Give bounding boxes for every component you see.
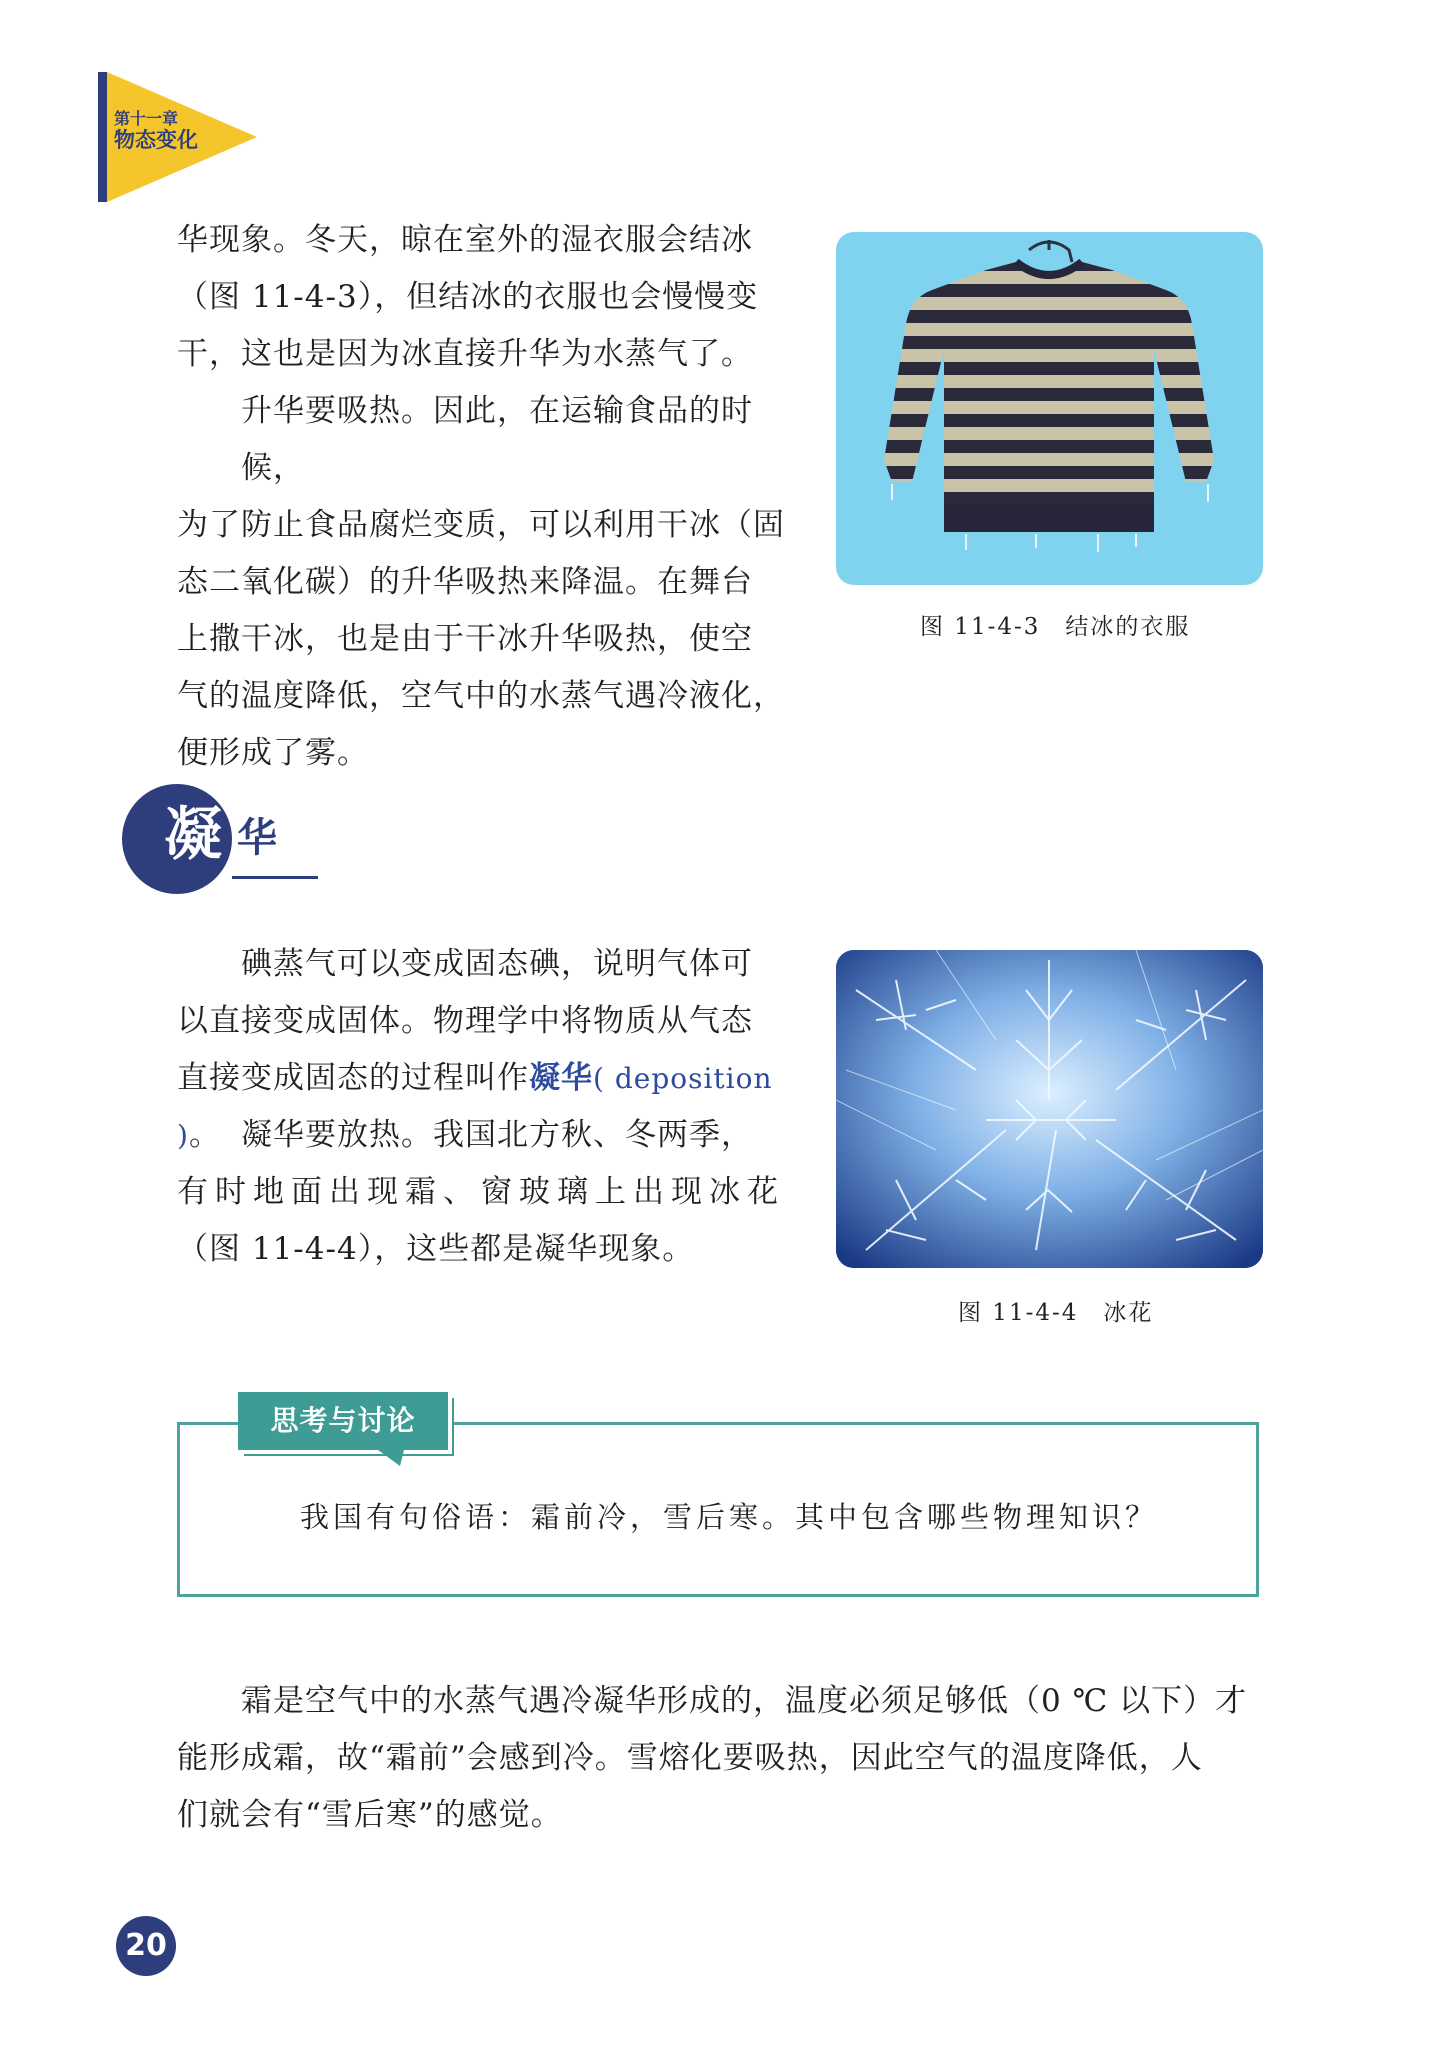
text-line: 碘蒸气可以变成固态碘，说明气体可 (241, 946, 753, 982)
page-number: 20 (116, 1916, 176, 1976)
chapter-number: 第十一章 (114, 109, 179, 128)
text-line: 霜是空气中的水蒸气遇冷凝华形成的，温度必须足够低（0 ℃ 以下）才 (241, 1683, 1248, 1719)
text-line: 凝华要放热。我国北方秋、冬两季， (241, 1117, 753, 1153)
figure-caption: 图 11-4-3 结冰的衣服 (920, 614, 1191, 640)
intro-paragraph-2 (177, 383, 807, 782)
text-line: 能形成霜，故“霜前”会感到冷。雪熔化要吸热，因此空气的温度降低，人 (177, 1740, 1203, 1776)
intro-paragraph-1 (177, 212, 807, 383)
text-line: 们就会有“雪后寒”的感觉。 (177, 1797, 563, 1833)
text-line: 便形成了雾。 (177, 735, 369, 771)
chapter-title: 物态变化 (114, 127, 198, 153)
text-line: 为了防止食品腐烂变质，可以利用干冰（固 (177, 507, 785, 543)
section-paragraph-2 (177, 1107, 807, 1278)
text-span: 。 (188, 1117, 221, 1153)
chapter-label (114, 110, 198, 153)
text-line: （图 11-4-3），但结冰的衣服也会慢慢变 (177, 279, 759, 315)
chapter-marker-bar (98, 72, 107, 202)
text-line: 升华要吸热。因此，在运输食品的时候， (241, 393, 753, 486)
text-line: 干，这也是因为冰直接升华为水蒸气了。 (177, 336, 753, 372)
text-line: 上撒干冰，也是由于干冰升华吸热，使空 (177, 621, 753, 657)
discussion-label: 思考与讨论 (238, 1392, 448, 1450)
text-line: 有时地面出现霜、窗玻璃上出现冰花 (177, 1174, 785, 1210)
section-underline (232, 876, 318, 879)
text-line: 气的温度降低，空气中的水蒸气遇冷液化， (177, 678, 785, 714)
figure-frozen-clothes (836, 232, 1263, 585)
frost-illustration (836, 950, 1263, 1268)
sweater-illustration (836, 232, 1263, 585)
section-title-char-2: 华 (237, 815, 277, 861)
text-line: 态二氧化碳）的升华吸热来降温。在舞台 (177, 564, 753, 600)
text-line: 以直接变成固体。物理学中将物质从气态 (177, 1003, 753, 1039)
answer-paragraph (177, 1673, 1267, 1844)
key-term-english: ( deposition ) (177, 1062, 773, 1152)
text-line: （图 11-4-4），这些都是凝华现象。 (177, 1231, 695, 1267)
key-term: 凝华 (529, 1060, 593, 1096)
discussion-question: 我国有句俗语：霜前冷，雪后寒。其中包含哪些物理知识？ (300, 1500, 1159, 1534)
figure-frost-flowers (836, 950, 1263, 1268)
discussion-tab-pointer (378, 1450, 404, 1466)
figure-caption: 图 11-4-4 冰花 (958, 1300, 1154, 1326)
text-span: 直接变成固态的过程叫作 (177, 1060, 529, 1096)
text-line: 华现象。冬天，晾在室外的湿衣服会结冰 (177, 222, 753, 258)
section-title-char-1: 凝 (164, 800, 223, 868)
